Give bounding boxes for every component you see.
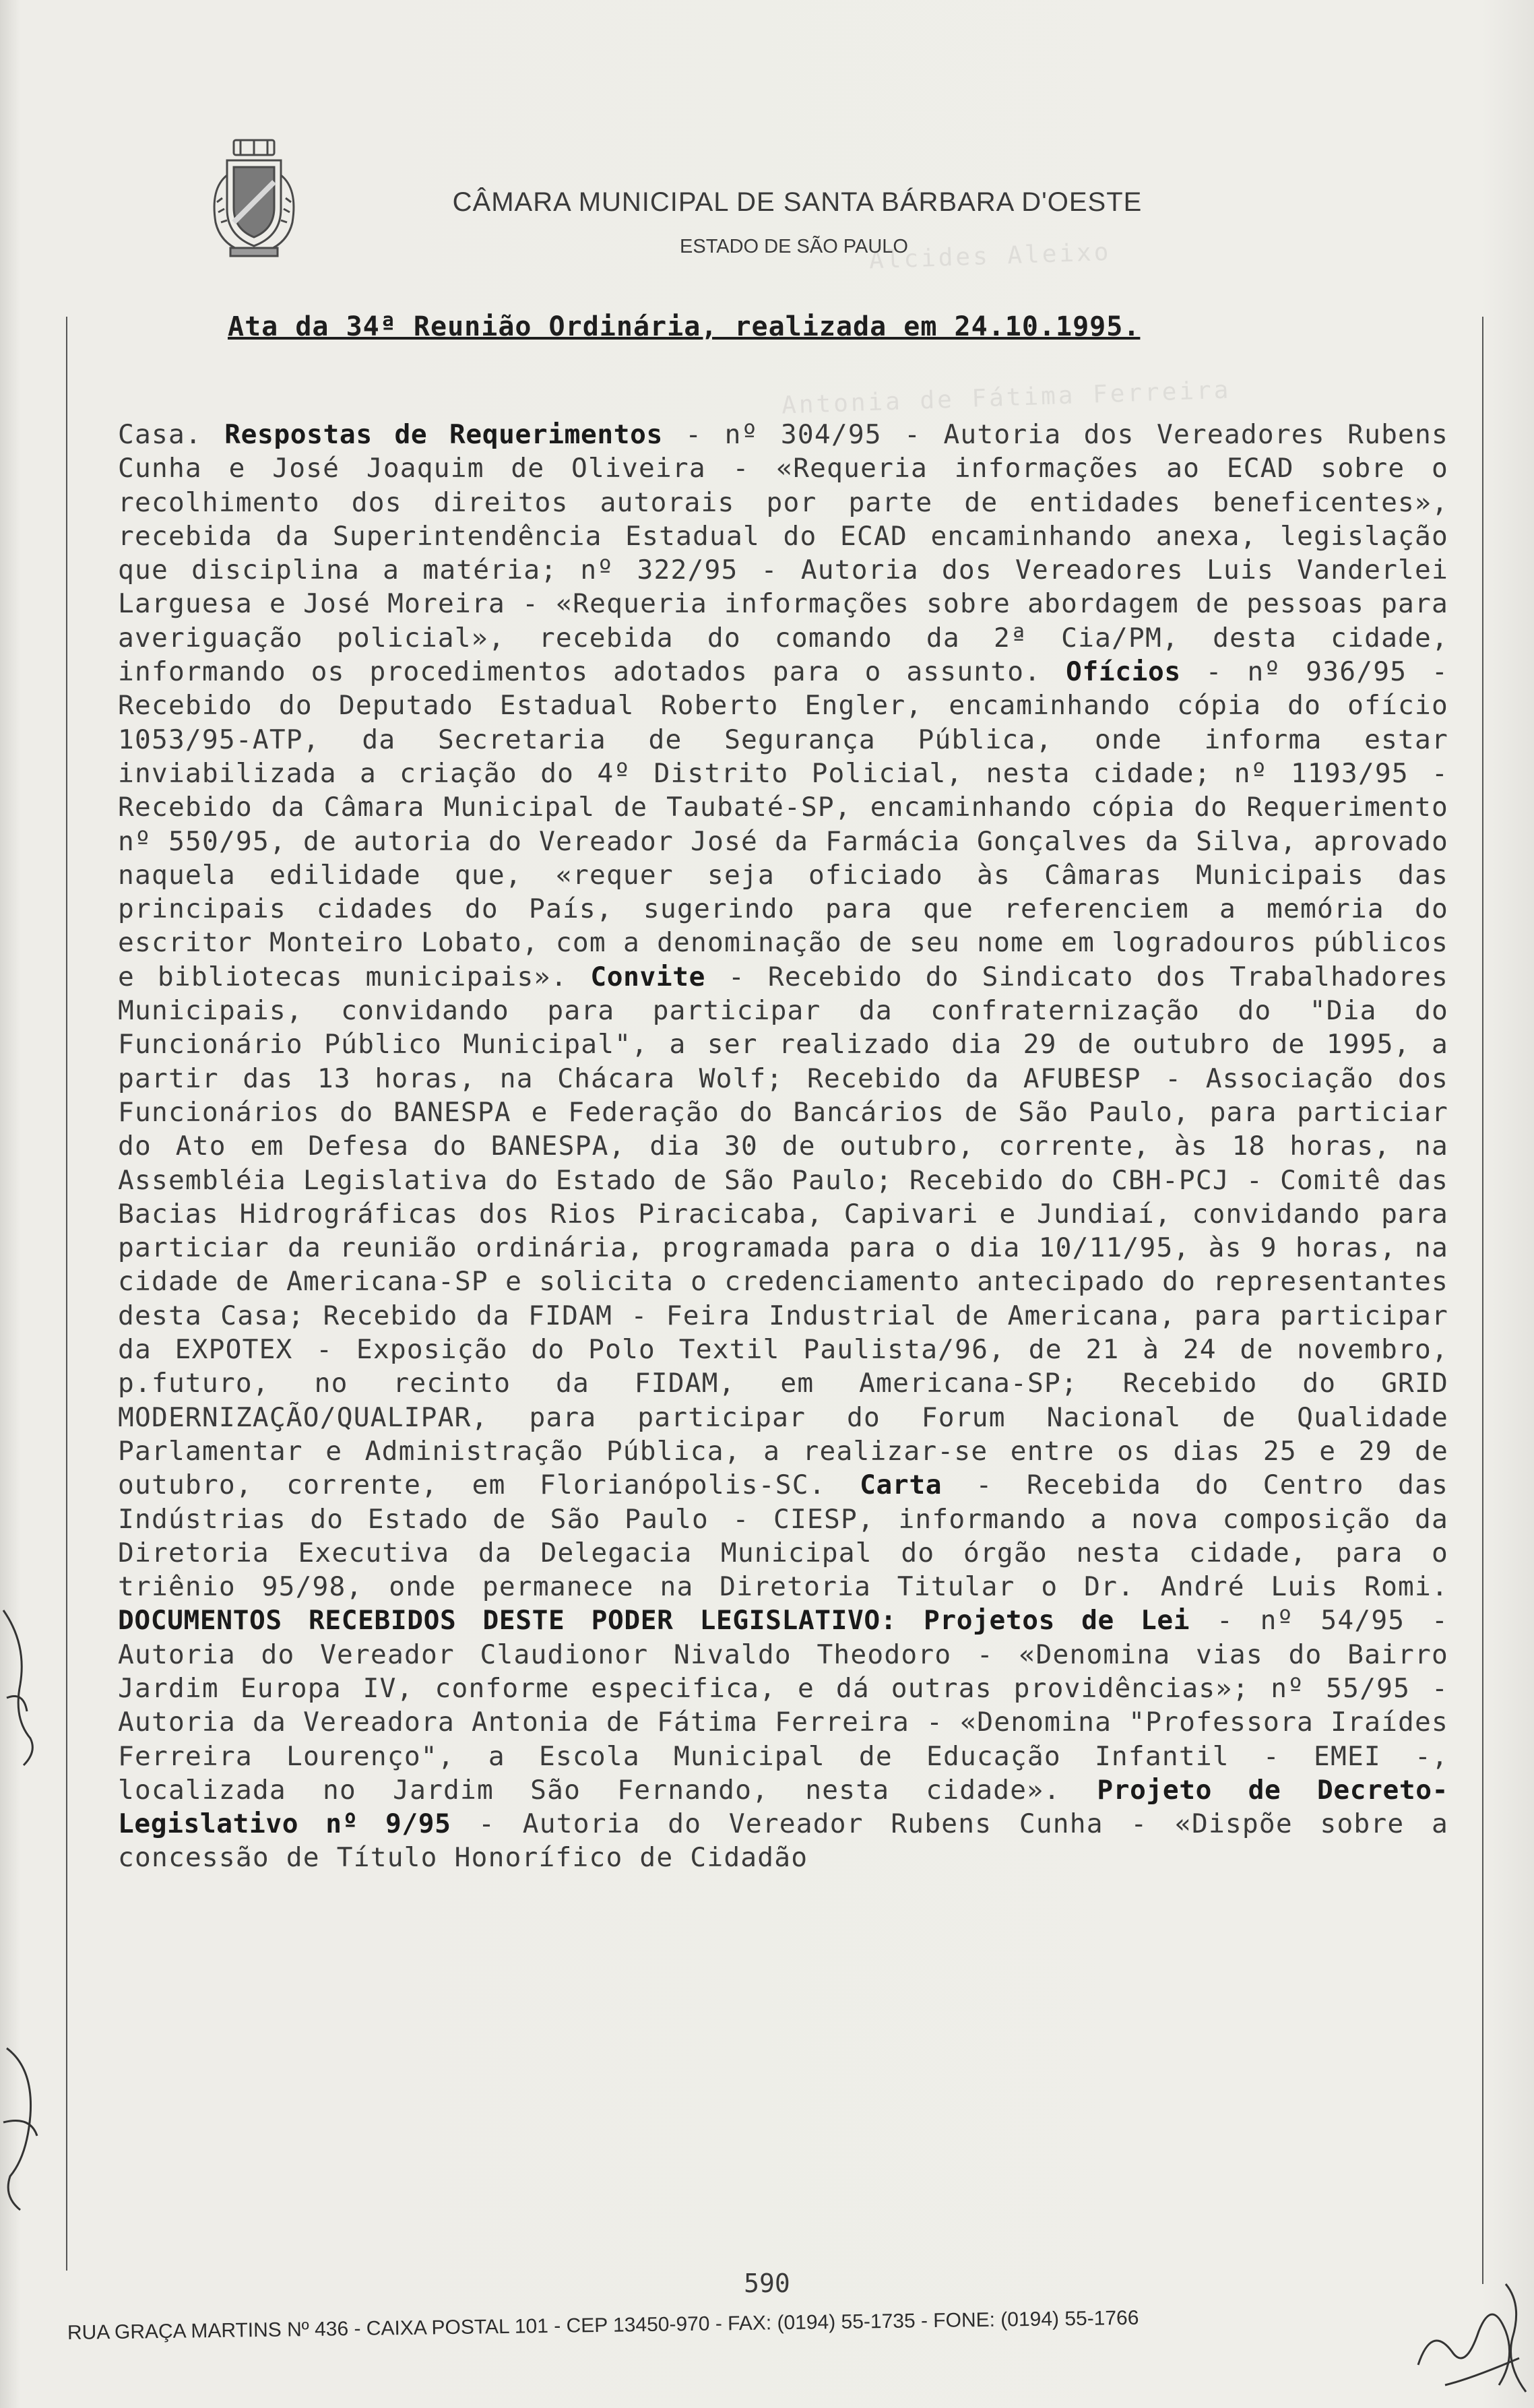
body-text-segment: - Autoria do Vereador Rubens Cunha - «Dispõe sobre a concessão de Título Honorífico de Cidadão [118,1808,1448,1874]
body-text-segment: - nº 54/95 - Autoria do Vereador Claudionor Nivaldo Theodoro - «Denomina vias do Bairro Jardim Europa IV, conforme especifica, e dá outras providências»; nº 55/95 - Autoria da Vereadora Antonia de Fátima Ferreira - «Denomina "Professora Iraídes Ferreira Lourenço", a Escola Municipal de Educação Infantil - EMEI -, localizada no Jardim São Fernando, nesta cidade». [118,1605,1449,1806]
section-heading-convite: Convite [590,961,706,992]
state-subtitle: ESTADO DE SÃO PAULO [680,236,908,257]
section-heading-documentos: DOCUMENTOS RECEBIDOS DESTE PODER LEGISLATIVO: [118,1605,897,1637]
address-footer: RUA GRAÇA MARTINS Nº 436 - CAIXA POSTAL 101 - CEP 13450-970 - FAX: (0194) 55-1735 - FONE: (0194) 55-1766 [67,2306,1139,2344]
section-heading-respostas: Respostas de Requerimentos [224,419,663,450]
body-text-segment: - nº 304/95 - Autoria dos Vereadores Rubens Cunha e José Joaquim de Oliveira - «Requeria informações ao ECAD sobre o recolhimento dos direitos autorais por parte de entidades beneficentes», recebida da Superintendência Estadual do ECAD encaminhando anexa, legislação que disciplina a matéria; nº 322/95 - Autoria dos Vereadores Luis Vanderlei Larguesa e José Moreira - «Requeria informações sobre abordagem de pessoas para averiguação policial», recebida do comando da 2ª Cia/PM, desta cidade, informando os procedimentos adotados para o assunto. [118,419,1449,688]
body-text-segment: - Recebido do Sindicato dos Trabalhadores Municipais, convidando para participar da confraternização do "Dia do Funcionário Público Municipal", a ser realizado dia 29 de outubro de 1995, a partir das 13 horas, na Chácara Wolf; Recebido da AFUBESP - Associação dos Funcionários do BANESPA e Federação do Bancários de São Paulo, para particiar do Ato em Defesa do BANESPA, dia 30 de outubro, corrente, às 18 horas, na Assembléia Legislativa do Estado de São Paulo; Recebido do CBH-PCJ - Comitê das Bacias Hidrográficas dos Rios Piracicaba, Capivari e Jundiaí, convidando para particiar da reunião ordinária, programada para o dia 10/11/95, às 9 horas, na cidade de Americana-SP e solicita o credenciamento antecipado do representantes desta Casa; Recebido da FIDAM - Feira Industrial de Americana, para participar da EXPOTEX - Exposição do Polo Textil Paulista/96, de 21 à 24 de novembro, p.futuro, no recinto da FIDAM, em Americana-SP; Recebido do GRID MODERNIZAÇÃO/QUALIPAR, para participar do Forum Nacional de Qualidade Parlamentar e Administração Pública, a realizar-se entre os dias 25 e 29 de outubro, corrente, em Florianópolis-SC. [118,961,1448,1501]
left-margin-rule [66,317,67,2271]
right-margin-rule [1482,317,1483,2284]
section-heading-decreto: Projeto de Decreto-Legislativo nº 9/95 [118,1774,1448,1840]
bleed-through-text: Alcides Aleixo [868,238,1112,275]
section-heading-oficios: Ofícios [1066,656,1181,688]
body-text-segment [897,1605,924,1636]
bleed-through-text: Antonia de Fátima Ferreira [781,376,1232,420]
minutes-title: Ata da 34ª Reunião Ordinária, realizada em 24.10.1995. [228,311,1141,342]
rubric-signature-icon [1405,2257,1533,2405]
body-text-segment: Casa. [118,419,225,450]
institution-title: CÂMARA MUNICIPAL DE SANTA BÁRBARA D'OESTE [452,187,1143,217]
page-number: 590 [744,2269,790,2298]
body-text-segment: - nº 936/95 - Recebido do Deputado Estadual Roberto Engler, encaminhando cópia do ofício 1053/95-ATP, da Secretaria de Segurança Pública, onde informa estar inviabilizada a criação do 4º Distrito Policial, nesta cidade; nº 1193/95 - Recebido da Câmara Municipal de Taubaté-SP, encaminhando cópia do Requerimento nº 550/95, de autoria do Vereador José da Farmácia Gonçalves da Silva, aprovado naquela edilidade que, «requer seja oficiado às Câmaras Municipais das principais cidades do País, sugerindo para que referenciem a memória do escritor Monteiro Lobato, com a denominação de seu nome em logradouros públicos e bibliotecas municipais». [118,656,1449,992]
section-heading-projetos: Projetos de Lei [923,1605,1190,1637]
body-text-segment: - Recebida do Centro das Indústrias do Estado de São Paulo - CIESP, informando a nova composição da Diretoria Executiva da Delegacia Municipal do órgão nesta cidade, para o triênio 95/98, onde permanece na Diretoria Titular o Dr. André Luis Romi. [118,1469,1448,1603]
section-heading-carta: Carta [860,1469,942,1501]
minutes-body [118,418,1448,1875]
margin-signature-icon [0,2041,47,2217]
margin-signature-icon [0,1604,40,1772]
